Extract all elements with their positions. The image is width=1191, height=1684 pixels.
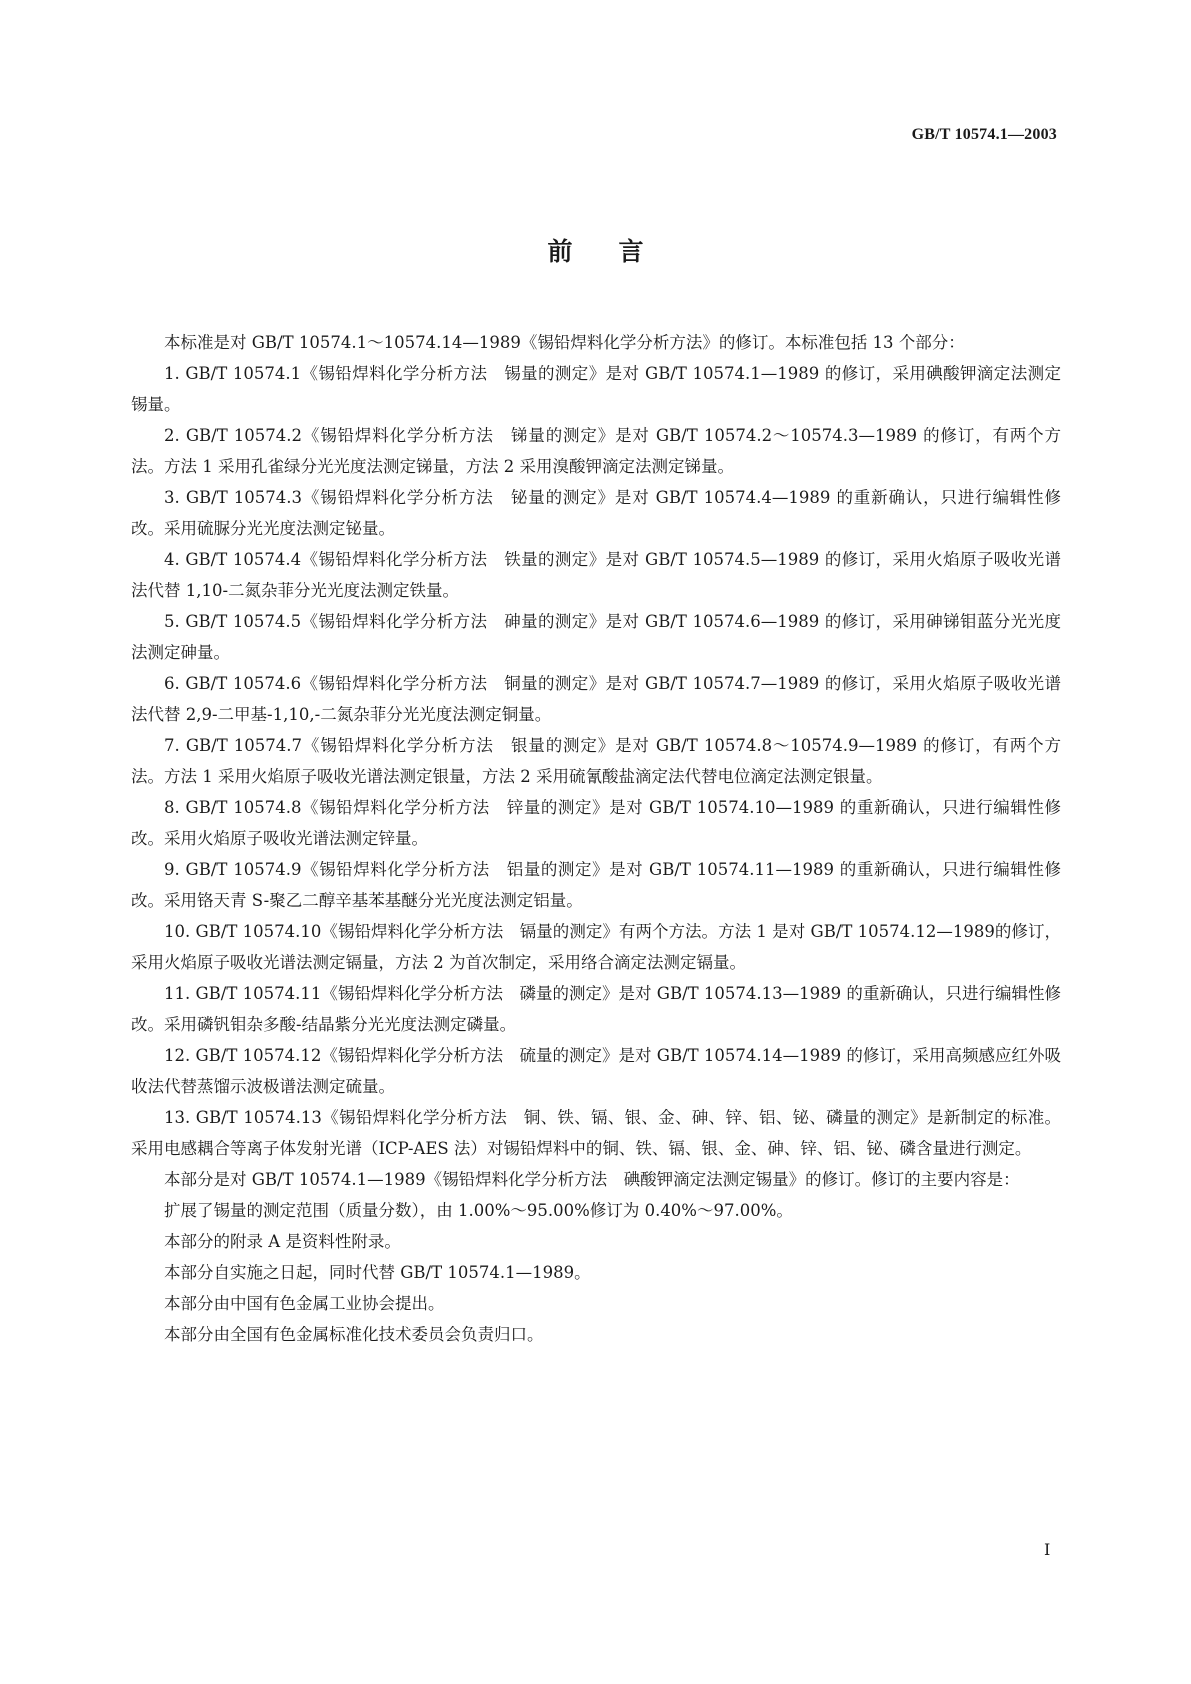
page-number: I	[1044, 1540, 1051, 1559]
page-title: 前言	[547, 237, 690, 266]
list-item-12: 12. GB/T 10574.12《锡铅焊料化学分析方法 硫量的测定》是对 GB/T 10574.14—1989 的修订，采用高频感应红外吸收法代替蒸馏示波极谱法测定硫量。	[131, 1046, 1061, 1096]
list-item-13: 13. GB/T 10574.13《锡铅焊料化学分析方法 铜、铁、镉、银、金、砷、锌、铝、铋、磷量的测定》是新制定的标准。采用电感耦合等离子体发射光谱（ICP-AES 法）对锡铅焊料中的铜、铁、镉、银、金、砷、锌、铝、铋、磷含量进行测定。	[131, 1108, 1061, 1158]
list-item-10: 10. GB/T 10574.10《锡铅焊料化学分析方法 镉量的测定》有两个方法。方法 1 是对 GB/T 10574.12—1989的修订，采用火焰原子吸收光谱法测定镉量，方法 2 为首次制定，采用络合滴定法测定镉量。	[131, 922, 1061, 972]
list-item-2: 2. GB/T 10574.2《锡铅焊料化学分析方法 锑量的测定》是对 GB/T 10574.2～10574.3—1989 的修订，有两个方法。方法 1 采用孔雀绿分光光度法测定锑量，方法 2 采用溴酸钾滴定法测定锑量。	[131, 426, 1061, 476]
list-item-5: 5. GB/T 10574.5《锡铅焊料化学分析方法 砷量的测定》是对 GB/T 10574.6—1989 的修订，采用砷锑钼蓝分光光度法测定砷量。	[131, 612, 1061, 662]
list-item-3: 3. GB/T 10574.3《锡铅焊料化学分析方法 铋量的测定》是对 GB/T 10574.4—1989 的重新确认，只进行编辑性修改。采用硫脲分光光度法测定铋量。	[131, 488, 1061, 538]
paragraph-scope-change: 扩展了锡量的测定范围（质量分数），由 1.00%～95.00%修订为 0.40%～97.00%。	[164, 1201, 793, 1220]
list-item-8: 8. GB/T 10574.8《锡铅焊料化学分析方法 锌量的测定》是对 GB/T 10574.10—1989 的重新确认，只进行编辑性修改。采用火焰原子吸收光谱法测定锌量。	[131, 798, 1061, 848]
paragraph-proposer: 本部分由中国有色金属工业协会提出。	[164, 1294, 445, 1313]
list-item-9: 9. GB/T 10574.9《锡铅焊料化学分析方法 铝量的测定》是对 GB/T 10574.11—1989 的重新确认，只进行编辑性修改。采用铬天青 S-聚乙二醇辛基苯基醚分光光度法测定铝量。	[131, 860, 1061, 910]
standard-code: GB/T 10574.1—2003	[911, 126, 1057, 143]
paragraph-revision: 本部分是对 GB/T 10574.1—1989《锡铅焊料化学分析方法 碘酸钾滴定法测定锡量》的修订。修订的主要内容是：	[164, 1170, 1020, 1189]
list-item-1: 1. GB/T 10574.1《锡铅焊料化学分析方法 锡量的测定》是对 GB/T 10574.1—1989 的修订，采用碘酸钾滴定法测定锡量。	[131, 364, 1061, 414]
paragraph-intro: 本标准是对 GB/T 10574.1～10574.14—1989《锡铅焊料化学分析方法》的修订。本标准包括 13 个部分：	[164, 333, 965, 352]
paragraph-committee: 本部分由全国有色金属标准化技术委员会负责归口。	[164, 1325, 544, 1344]
list-item-11: 11. GB/T 10574.11《锡铅焊料化学分析方法 磷量的测定》是对 GB/T 10574.13—1989 的重新确认，只进行编辑性修改。采用磷钒钼杂多酸-结晶紫分光光度法测定磷量。	[131, 984, 1061, 1034]
list-item-6: 6. GB/T 10574.6《锡铅焊料化学分析方法 铜量的测定》是对 GB/T 10574.7—1989 的修订，采用火焰原子吸收光谱法代替 2,9-二甲基-1,10,-二氮杂菲分光光度法测定铜量。	[131, 674, 1061, 724]
paragraph-replacement: 本部分自实施之日起，同时代替 GB/T 10574.1—1989。	[164, 1263, 591, 1282]
list-item-4: 4. GB/T 10574.4《锡铅焊料化学分析方法 铁量的测定》是对 GB/T 10574.5—1989 的修订，采用火焰原子吸收光谱法代替 1,10-二氮杂菲分光光度法测定铁量。	[131, 550, 1061, 600]
paragraph-appendix: 本部分的附录 A 是资料性附录。	[164, 1232, 401, 1251]
list-item-7: 7. GB/T 10574.7《锡铅焊料化学分析方法 银量的测定》是对 GB/T 10574.8～10574.9—1989 的修订，有两个方法。方法 1 采用火焰原子吸收光谱法测定银量，方法 2 采用硫氰酸盐滴定法代替电位滴定法测定银量。	[131, 736, 1061, 786]
foreword-body	[131, 327, 1061, 1350]
